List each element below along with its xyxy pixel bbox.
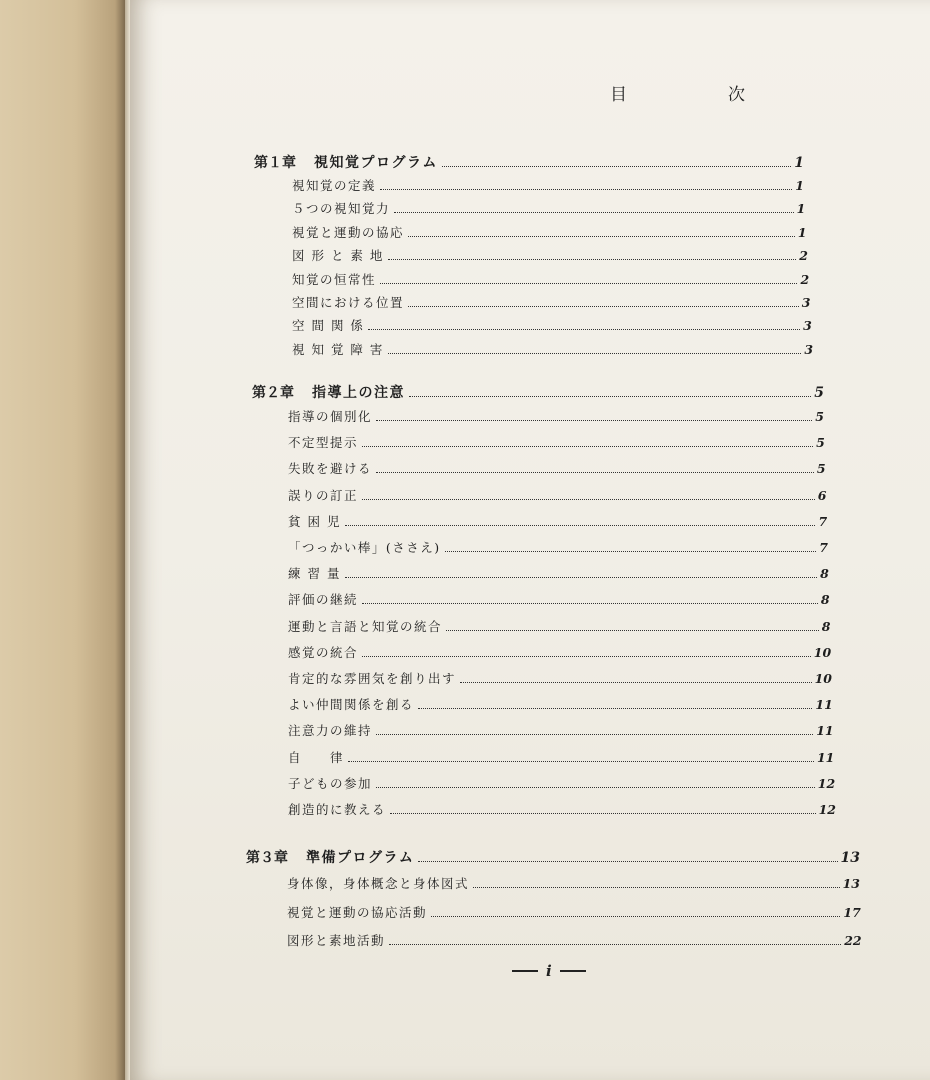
dot-leader [362, 446, 813, 447]
dot-leader [445, 551, 817, 552]
section-title: 視 知 覚 障 害 [292, 341, 384, 357]
dot-leader [409, 396, 811, 397]
section-entry [292, 340, 813, 358]
section-entry [288, 669, 832, 687]
dot-leader [408, 236, 795, 237]
section-entry [288, 748, 834, 766]
section-entry [288, 459, 826, 477]
chapter-entry [252, 382, 824, 402]
section-page-number: 10 [814, 671, 832, 686]
section-title: 視覚と運動の協応活動 [287, 904, 428, 920]
section-entry [288, 538, 828, 556]
section-title: 視知覚の定義 [292, 178, 377, 193]
section-page-number: 1 [795, 178, 804, 193]
section-title: 不定型提示 [288, 435, 359, 451]
section-entry [288, 617, 830, 635]
section-page-number: 13 [842, 876, 860, 891]
chapter-page-number: 1 [794, 155, 804, 171]
dot-leader [362, 656, 811, 657]
section-page-number: 17 [843, 904, 861, 920]
section-title: 視覚と運動の協応 [292, 224, 405, 240]
section-page-number: 22 [844, 933, 862, 948]
section-title: 練 習 量 [288, 566, 341, 582]
dot-leader [408, 306, 799, 307]
section-entry [288, 512, 827, 530]
section-entry [288, 800, 836, 818]
section-page-number: 11 [815, 697, 833, 713]
dot-leader [362, 499, 815, 500]
dot-leader [389, 944, 841, 945]
section-entry [288, 486, 826, 504]
dot-leader [390, 813, 816, 814]
section-entry [292, 316, 812, 334]
section-entry [288, 774, 835, 792]
section-entry [288, 721, 834, 739]
section-page-number: 11 [816, 723, 834, 739]
dot-leader [418, 861, 837, 862]
dot-leader [376, 734, 813, 735]
section-entry [288, 695, 833, 713]
section-title: 運動と言語と知覚の統合 [288, 618, 443, 634]
section-title: よい仲間関係を創る [288, 697, 415, 713]
chapter-title: 指導上の注意 [312, 385, 405, 401]
section-page-number: 8 [820, 592, 830, 608]
section-title: 肯定的な雰囲気を創り出す [288, 671, 457, 686]
section-title: 指導の個別化 [288, 409, 373, 424]
chapter-entry [254, 152, 804, 172]
section-page-number: 11 [816, 749, 835, 765]
chapter-page-number: 5 [814, 385, 824, 401]
section-page-number: 12 [818, 802, 836, 817]
section-title: 図形と素地活動 [287, 933, 386, 948]
dot-leader [388, 353, 801, 354]
section-title: ５つの視知覚力 [292, 201, 391, 217]
section-entry [292, 246, 808, 264]
section-page-number: 12 [817, 775, 836, 791]
section-title: 「つっかい棒」(ささえ) [288, 540, 441, 555]
section-title: 評価の継続 [288, 592, 359, 608]
section-title: 知覚の恒常性 [292, 271, 377, 287]
section-page-number: 3 [804, 341, 814, 357]
dot-leader [345, 577, 817, 578]
section-page-number: 2 [799, 248, 808, 264]
section-page-number: 5 [815, 409, 824, 424]
dot-leader [388, 259, 796, 260]
section-page-number: 1 [796, 201, 806, 217]
dot-leader [368, 329, 800, 330]
section-page-number: 5 [816, 435, 825, 451]
chapter-entry [246, 847, 860, 867]
dot-leader [418, 708, 812, 709]
dot-leader [376, 420, 812, 421]
section-entry [287, 874, 860, 892]
section-title: 図 形 と 素 地 [292, 248, 384, 264]
section-entry [287, 903, 861, 921]
section-title: 空 間 関 係 [292, 318, 365, 334]
chapter-number: 第１章 [254, 155, 296, 171]
dot-leader [431, 916, 840, 917]
chapter-number: 第３章 [246, 850, 288, 866]
section-entry [292, 270, 809, 288]
section-entry [288, 590, 830, 608]
section-entry [287, 931, 862, 949]
section-page-number: 7 [819, 540, 828, 555]
dot-leader [460, 682, 812, 683]
section-entry [292, 223, 807, 241]
section-entry [292, 199, 805, 217]
section-entry [288, 564, 829, 582]
section-title: 感覚の統合 [288, 644, 359, 660]
section-entry [288, 643, 831, 661]
section-page-number: 5 [816, 461, 826, 477]
section-entry [288, 407, 824, 425]
section-page-number: 8 [821, 618, 831, 634]
section-page-number: 1 [797, 224, 807, 240]
chapter-number: 第２章 [252, 385, 294, 401]
page-title: 目 次 [610, 85, 787, 105]
chapter-title: 準備プログラム [306, 850, 415, 866]
dot-leader [376, 472, 814, 473]
dot-leader [376, 787, 815, 788]
section-title: 注意力の維持 [288, 723, 373, 739]
section-title: 失敗を避ける [288, 461, 373, 477]
dot-leader [362, 603, 818, 604]
section-page-number: 8 [820, 566, 829, 582]
section-title: 子どもの参加 [288, 775, 373, 791]
section-page-number: 7 [818, 513, 828, 529]
dot-leader [380, 189, 792, 190]
section-page-number: 2 [800, 271, 810, 287]
section-page-number: 6 [817, 487, 827, 503]
dot-leader [380, 283, 797, 284]
dot-leader [348, 761, 814, 762]
dot-leader [394, 212, 794, 213]
section-page-number: 3 [801, 295, 811, 310]
dot-leader [473, 887, 840, 888]
section-entry [292, 293, 811, 311]
section-title: 創造的に教える [288, 802, 387, 817]
dot-leader [345, 525, 816, 526]
footer-dash-right [560, 970, 586, 972]
chapter-page-number: 13 [840, 850, 860, 866]
dot-leader [442, 166, 791, 167]
footer-dash-left [512, 970, 538, 972]
section-page-number: 3 [803, 318, 812, 334]
section-title: 誤りの訂正 [288, 487, 359, 503]
section-page-number: 10 [813, 644, 832, 660]
section-title: 自 律 [288, 749, 345, 765]
section-title: 身体像，身体概念と身体図式 [287, 876, 470, 891]
chapter-title: 視知覚プログラム [314, 155, 438, 171]
footer-page-label: i [546, 962, 552, 980]
section-entry [288, 433, 825, 451]
dot-leader [446, 630, 819, 631]
section-title: 貧 困 児 [288, 513, 341, 529]
section-title: 空間における位置 [292, 295, 405, 310]
page-number-footer [512, 962, 586, 980]
section-entry [292, 176, 804, 194]
